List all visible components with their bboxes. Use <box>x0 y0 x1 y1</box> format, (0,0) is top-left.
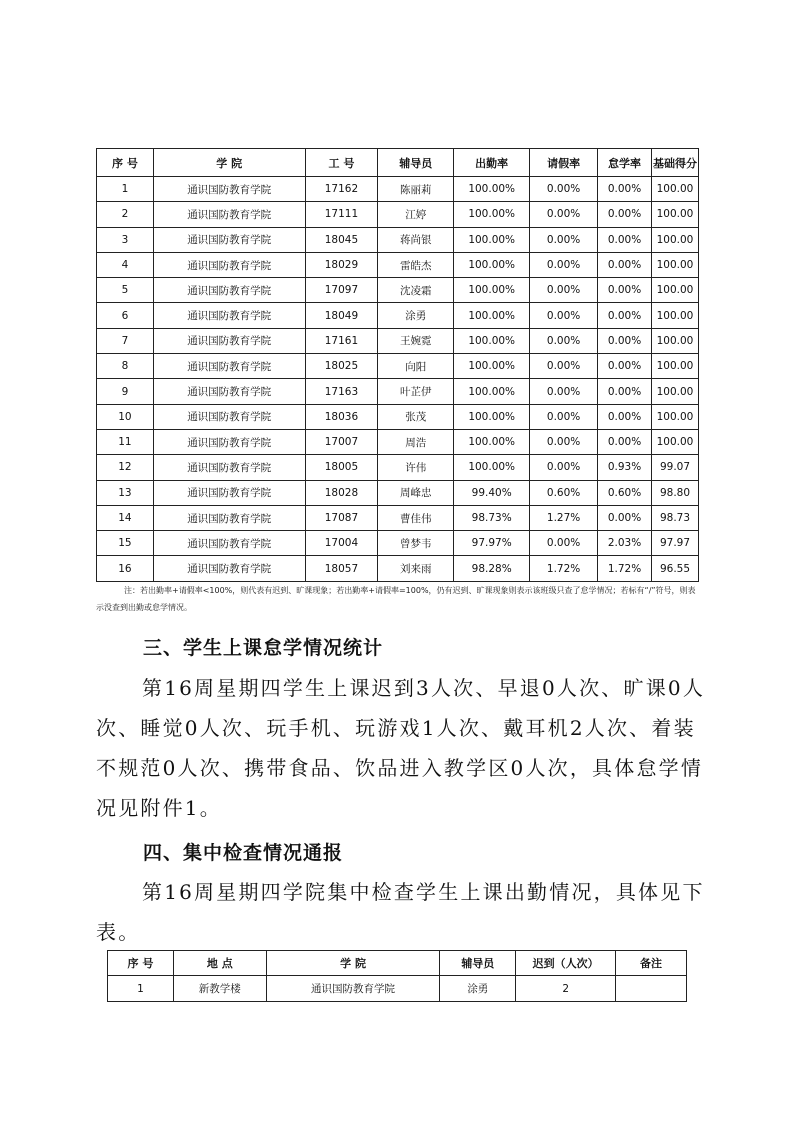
table-cell: 100.00 <box>651 404 698 429</box>
table-header-row <box>97 149 699 177</box>
table-cell: 曹佳伟 <box>378 505 454 530</box>
table-cell: 100.00% <box>454 278 530 303</box>
table-cell: 0.60% <box>598 480 652 505</box>
table-cell: 通识国防教育学院 <box>153 354 305 379</box>
table-cell: 0.00% <box>530 328 598 353</box>
table-row <box>97 354 699 379</box>
table-cell: 10 <box>97 404 154 429</box>
attendance-score-table <box>96 148 699 582</box>
table-cell: 0.00% <box>598 328 652 353</box>
table-cell: 100.00 <box>651 379 698 404</box>
table-cell: 17111 <box>305 202 378 227</box>
table-cell: 雷皓杰 <box>378 252 454 277</box>
table-cell: 16 <box>97 556 154 581</box>
table-cell: 通识国防教育学院 <box>153 455 305 480</box>
table-cell: 蒋尚银 <box>378 227 454 252</box>
table-cell: 8 <box>97 354 154 379</box>
table-cell: 涂勇 <box>378 303 454 328</box>
table-cell: 18025 <box>305 354 378 379</box>
table-cell: 0.00% <box>530 404 598 429</box>
table-cell: 通识国防教育学院 <box>153 505 305 530</box>
table-cell: 周浩 <box>378 429 454 454</box>
table-row <box>97 177 699 202</box>
table-row <box>97 379 699 404</box>
table-cell: 通识国防教育学院 <box>153 278 305 303</box>
table-cell: 3 <box>97 227 154 252</box>
table-cell: 通识国防教育学院 <box>153 252 305 277</box>
table-cell: 13 <box>97 480 154 505</box>
table-row <box>97 556 699 581</box>
table-cell: 100.00% <box>454 404 530 429</box>
table-cell: 12 <box>97 455 154 480</box>
table-cell: 100.00 <box>651 328 698 353</box>
table-cell: 0.00% <box>530 177 598 202</box>
table-cell: 18029 <box>305 252 378 277</box>
table-cell: 14 <box>97 505 154 530</box>
table-cell: 17007 <box>305 429 378 454</box>
table-row <box>97 328 699 353</box>
table-row <box>97 278 699 303</box>
table-cell: 通识国防教育学院 <box>266 976 440 1002</box>
table-cell: 17163 <box>305 379 378 404</box>
table-cell: 0.00% <box>530 429 598 454</box>
table-cell: 98.28% <box>454 556 530 581</box>
table-header-row <box>108 951 687 976</box>
table-cell: 通识国防教育学院 <box>153 227 305 252</box>
table-cell: 0.00% <box>598 505 652 530</box>
table-cell: 通识国防教育学院 <box>153 531 305 556</box>
table-cell: 通识国防教育学院 <box>153 177 305 202</box>
table-cell: 曾梦韦 <box>378 531 454 556</box>
table-row <box>108 976 687 1002</box>
table-cell: 97.97 <box>651 531 698 556</box>
table-cell: 许伟 <box>378 455 454 480</box>
table-cell: 0.00% <box>598 354 652 379</box>
table-cell: 0.00% <box>530 531 598 556</box>
table-cell: 18036 <box>305 404 378 429</box>
table-cell: 0.00% <box>530 252 598 277</box>
table-cell: 100.00 <box>651 177 698 202</box>
table-cell: 0.00% <box>598 202 652 227</box>
table-cell: 18057 <box>305 556 378 581</box>
table-cell: 通识国防教育学院 <box>153 429 305 454</box>
column-header: 序 号 <box>97 149 154 177</box>
table-footnote: 注：若出勤率+请假率<100%，则代表有迟到、旷课现象；若出勤率+请假率=100%，仍有迟到、旷课现象则表示该班级只查了怠学情况；若标有“/”符号，则表示没查到出勤或怠学情况。 <box>96 586 696 612</box>
table-cell: 2 <box>516 976 616 1002</box>
table-cell: 100.00% <box>454 303 530 328</box>
table-cell: 11 <box>97 429 154 454</box>
table-cell: 0.00% <box>530 278 598 303</box>
table-cell: 7 <box>97 328 154 353</box>
table-cell: 通识国防教育学院 <box>153 202 305 227</box>
table-cell: 98.80 <box>651 480 698 505</box>
table-cell: 98.73 <box>651 505 698 530</box>
column-header: 请假率 <box>530 149 598 177</box>
table-cell: 江婷 <box>378 202 454 227</box>
column-header: 辅导员 <box>440 951 516 976</box>
table-cell: 100.00 <box>651 429 698 454</box>
section-4-heading: 四、集中检查情况通报 <box>143 842 344 864</box>
table-cell: 0.00% <box>530 202 598 227</box>
table-cell: 0.00% <box>598 404 652 429</box>
table-cell: 0.00% <box>530 227 598 252</box>
table-cell: 100.00 <box>651 202 698 227</box>
column-header: 出勤率 <box>454 149 530 177</box>
table-cell: 陈丽莉 <box>378 177 454 202</box>
table-cell: 1.72% <box>530 556 598 581</box>
table-row <box>97 531 699 556</box>
table-cell: 100.00% <box>454 177 530 202</box>
table-cell: 通识国防教育学院 <box>153 379 305 404</box>
table-cell: 0.00% <box>598 177 652 202</box>
table-cell: 18045 <box>305 227 378 252</box>
column-header: 备注 <box>616 951 687 976</box>
table-row <box>97 252 699 277</box>
table-cell <box>616 976 687 1002</box>
table-cell: 0.93% <box>598 455 652 480</box>
table-cell: 100.00 <box>651 252 698 277</box>
table-cell: 99.40% <box>454 480 530 505</box>
table-cell: 2 <box>97 202 154 227</box>
table-cell: 15 <box>97 531 154 556</box>
table-cell: 6 <box>97 303 154 328</box>
table-cell: 100.00% <box>454 252 530 277</box>
table-cell: 0.60% <box>530 480 598 505</box>
table-cell: 97.97% <box>454 531 530 556</box>
table-cell: 1.72% <box>598 556 652 581</box>
table-cell: 0.00% <box>598 227 652 252</box>
table-cell: 100.00 <box>651 227 698 252</box>
table-cell: 100.00% <box>454 202 530 227</box>
table-cell: 1 <box>97 177 154 202</box>
table-row <box>97 505 699 530</box>
table-cell: 4 <box>97 252 154 277</box>
table-cell: 100.00 <box>651 303 698 328</box>
column-header: 学 院 <box>266 951 440 976</box>
table-cell: 刘来雨 <box>378 556 454 581</box>
column-header: 地 点 <box>173 951 266 976</box>
table-cell: 通识国防教育学院 <box>153 556 305 581</box>
section-3-heading: 三、学生上课怠学情况统计 <box>143 637 384 659</box>
table-cell: 0.00% <box>598 303 652 328</box>
table-row <box>97 429 699 454</box>
section-4-paragraph: 第16周星期四学院集中检查学生上课出勤情况，具体见下表。 <box>96 880 705 944</box>
column-header: 学 院 <box>153 149 305 177</box>
table-cell: 100.00 <box>651 278 698 303</box>
table-cell: 0.00% <box>598 252 652 277</box>
table-cell: 通识国防教育学院 <box>153 480 305 505</box>
table-cell: 通识国防教育学院 <box>153 328 305 353</box>
table-cell: 沈凌霜 <box>378 278 454 303</box>
table-cell: 100.00% <box>454 379 530 404</box>
column-header: 迟到（人次） <box>516 951 616 976</box>
table-cell: 向阳 <box>378 354 454 379</box>
table-row <box>97 227 699 252</box>
table-cell: 通识国防教育学院 <box>153 303 305 328</box>
table-cell: 0.00% <box>598 278 652 303</box>
table-cell: 0.00% <box>530 303 598 328</box>
table-row <box>97 303 699 328</box>
table-cell: 17004 <box>305 531 378 556</box>
table-cell: 96.55 <box>651 556 698 581</box>
table-cell: 98.73% <box>454 505 530 530</box>
table-cell: 张茂 <box>378 404 454 429</box>
table-cell: 周峰忠 <box>378 480 454 505</box>
column-header: 怠学率 <box>598 149 652 177</box>
table-cell: 1.27% <box>530 505 598 530</box>
table-cell: 17097 <box>305 278 378 303</box>
table-cell: 通识国防教育学院 <box>153 404 305 429</box>
table-row <box>97 404 699 429</box>
table-cell: 叶芷伊 <box>378 379 454 404</box>
table-cell: 涂勇 <box>440 976 516 1002</box>
table-cell: 0.00% <box>530 354 598 379</box>
table-cell: 5 <box>97 278 154 303</box>
inspection-table <box>107 950 687 1002</box>
table-cell: 18028 <box>305 480 378 505</box>
section-3-paragraph: 第16周星期四学生上课迟到3人次、早退0人次、旷课0人次、睡觉0人次、玩手机、玩游戏1人次、戴耳机2人次、着装不规范0人次、携带食品、饮品进入教学区0人次，具体怠学情况见附件1。 <box>96 676 706 820</box>
table-cell: 100.00 <box>651 354 698 379</box>
table-cell: 0.00% <box>530 455 598 480</box>
table-cell: 0.00% <box>530 379 598 404</box>
table-cell: 0.00% <box>598 429 652 454</box>
table-row <box>97 202 699 227</box>
column-header: 工 号 <box>305 149 378 177</box>
table-cell: 17162 <box>305 177 378 202</box>
column-header: 基础得分 <box>651 149 698 177</box>
table-cell: 100.00% <box>454 429 530 454</box>
table-cell: 17087 <box>305 505 378 530</box>
table-cell: 新教学楼 <box>173 976 266 1002</box>
table-cell: 100.00% <box>454 227 530 252</box>
table-row <box>97 455 699 480</box>
table-cell: 1 <box>108 976 174 1002</box>
column-header: 辅导员 <box>378 149 454 177</box>
table-cell: 18005 <box>305 455 378 480</box>
table-cell: 王婉霓 <box>378 328 454 353</box>
table-cell: 0.00% <box>598 379 652 404</box>
table-cell: 2.03% <box>598 531 652 556</box>
table-row <box>97 480 699 505</box>
table-cell: 100.00% <box>454 354 530 379</box>
column-header: 序 号 <box>108 951 174 976</box>
table-cell: 9 <box>97 379 154 404</box>
table-cell: 100.00% <box>454 328 530 353</box>
table-cell: 17161 <box>305 328 378 353</box>
table-cell: 99.07 <box>651 455 698 480</box>
table-cell: 100.00% <box>454 455 530 480</box>
table-cell: 18049 <box>305 303 378 328</box>
